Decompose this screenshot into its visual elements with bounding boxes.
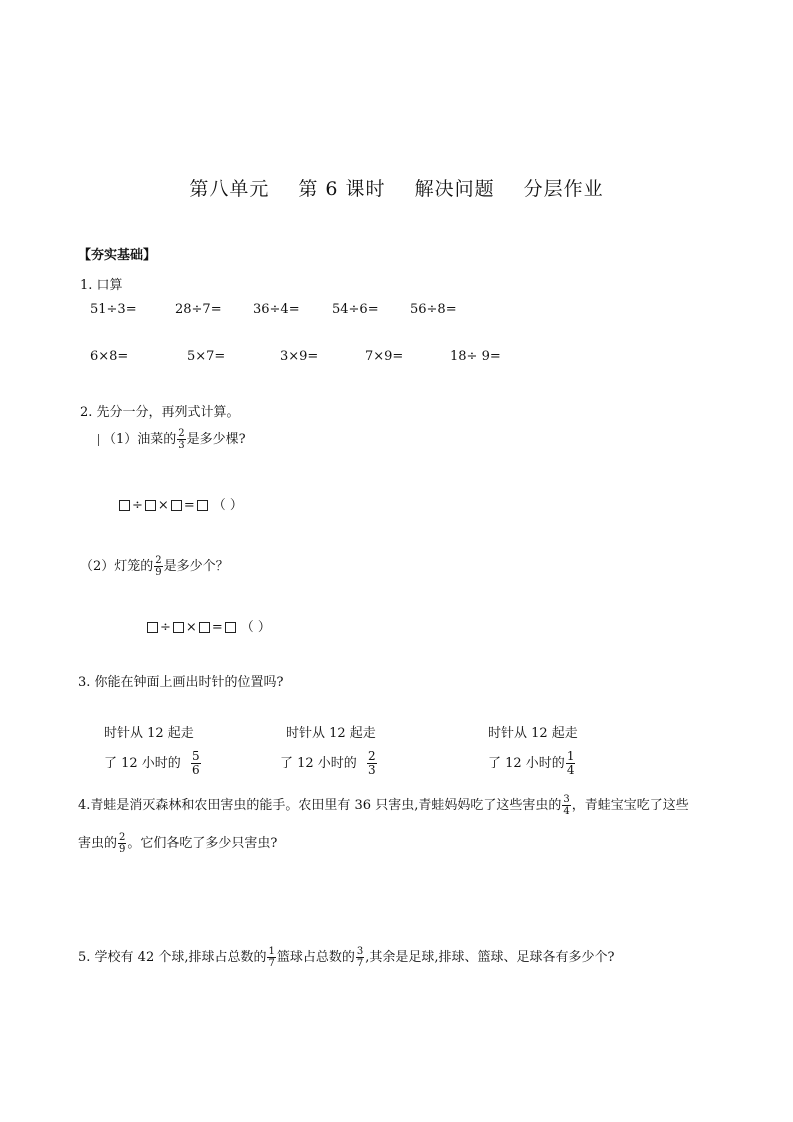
q1-item: 7×9= xyxy=(365,349,404,364)
blank-box[interactable] xyxy=(199,622,210,633)
fraction: $\frac{2}{9}$ xyxy=(155,555,162,578)
fraction: $\frac{2}{3}$ xyxy=(367,749,376,777)
blank-box[interactable] xyxy=(225,622,236,633)
title-lesson: 第 6 课时 xyxy=(298,178,386,200)
q2-part1: （1）油菜的 $\frac{2}{3}$ 是多少棵? xyxy=(98,428,246,451)
q1-item: 18÷ 9= xyxy=(450,349,501,364)
q1-item: 56÷8= xyxy=(410,302,457,317)
q1-item: 6×8= xyxy=(90,349,129,364)
q2-answer-template: ÷ × = （ ） xyxy=(146,616,271,635)
title-homework: 分层作业 xyxy=(523,178,604,200)
q1-item: 51÷3= xyxy=(90,302,137,317)
clock-line1: 时针从 12 起走 xyxy=(286,726,376,741)
title-topic: 解决问题 xyxy=(414,178,495,200)
q2-label: 2. 先分一分，再列式计算。 xyxy=(80,405,240,420)
q1-item: 5×7= xyxy=(187,349,226,364)
fraction: $\frac{3}{7}$ xyxy=(356,946,364,969)
clock-line1: 时针从 12 起走 xyxy=(104,726,194,741)
fraction: $\frac{2}{3}$ xyxy=(178,428,185,451)
page-title xyxy=(0,174,793,201)
fraction: $\frac{2}{9}$ xyxy=(119,832,126,855)
q1-item: 36÷4= xyxy=(253,302,300,317)
q1-item: 54÷6= xyxy=(332,302,379,317)
section-heading: 【夯实基础】 xyxy=(78,248,157,263)
q4-line2: 害虫的 $\frac{2}{9}$ 。它们各吃了多少只害虫? xyxy=(78,832,278,855)
blank-box[interactable] xyxy=(197,500,208,511)
clock-line2: 了 12 小时的 $\frac{1}{4}$ xyxy=(488,749,575,777)
q4-line1: 4.青蛙是消灭森林和农田害虫的能手。农田里有 36 只害虫,青蛙妈妈吃了这些害虫的 $\frac{3}{4}$ ，青蛙宝宝吃了这些 xyxy=(78,794,689,817)
clock-line1: 时针从 12 起走 xyxy=(488,726,578,741)
answer-parentheses[interactable]: （ ） xyxy=(240,620,271,635)
text-cursor xyxy=(98,434,99,446)
fraction: $\frac{3}{4}$ xyxy=(563,794,570,817)
q3-label: 3. 你能在钟面上画出时针的位置吗? xyxy=(78,675,284,690)
blank-box[interactable] xyxy=(171,500,182,511)
q5-line: 5. 学校有 42 个球,排球占总数的 $\frac{1}{7}$ 篮球占总数的 $\frac{3}{7}$ ,其余是足球,排球、篮球、足球各有多少个? xyxy=(78,946,615,969)
blank-box[interactable] xyxy=(173,622,184,633)
title-unit: 第八单元 xyxy=(189,178,270,200)
blank-box[interactable] xyxy=(145,500,156,511)
fraction: $\frac{1}{4}$ xyxy=(566,749,575,777)
clock-line2: 了 12 小时的 $\frac{2}{3}$ xyxy=(280,749,376,777)
blank-box[interactable] xyxy=(147,622,158,633)
blank-box[interactable] xyxy=(119,500,130,511)
q1-item: 3×9= xyxy=(280,349,319,364)
q2-part2: （2）灯笼的 $\frac{2}{9}$ 是多少个？ xyxy=(80,555,229,578)
q1-label: 1. 口算 xyxy=(80,278,123,293)
fraction: $\frac{1}{7}$ xyxy=(268,946,275,969)
q1-item: 28÷7= xyxy=(175,302,222,317)
fraction: $\frac{5}{6}$ xyxy=(191,749,200,777)
clock-line2: 了 12 小时的 $\frac{5}{6}$ xyxy=(104,749,200,777)
q2-answer-template: ÷ × = （ ） xyxy=(118,494,243,513)
answer-parentheses[interactable]: （ ） xyxy=(212,498,243,513)
